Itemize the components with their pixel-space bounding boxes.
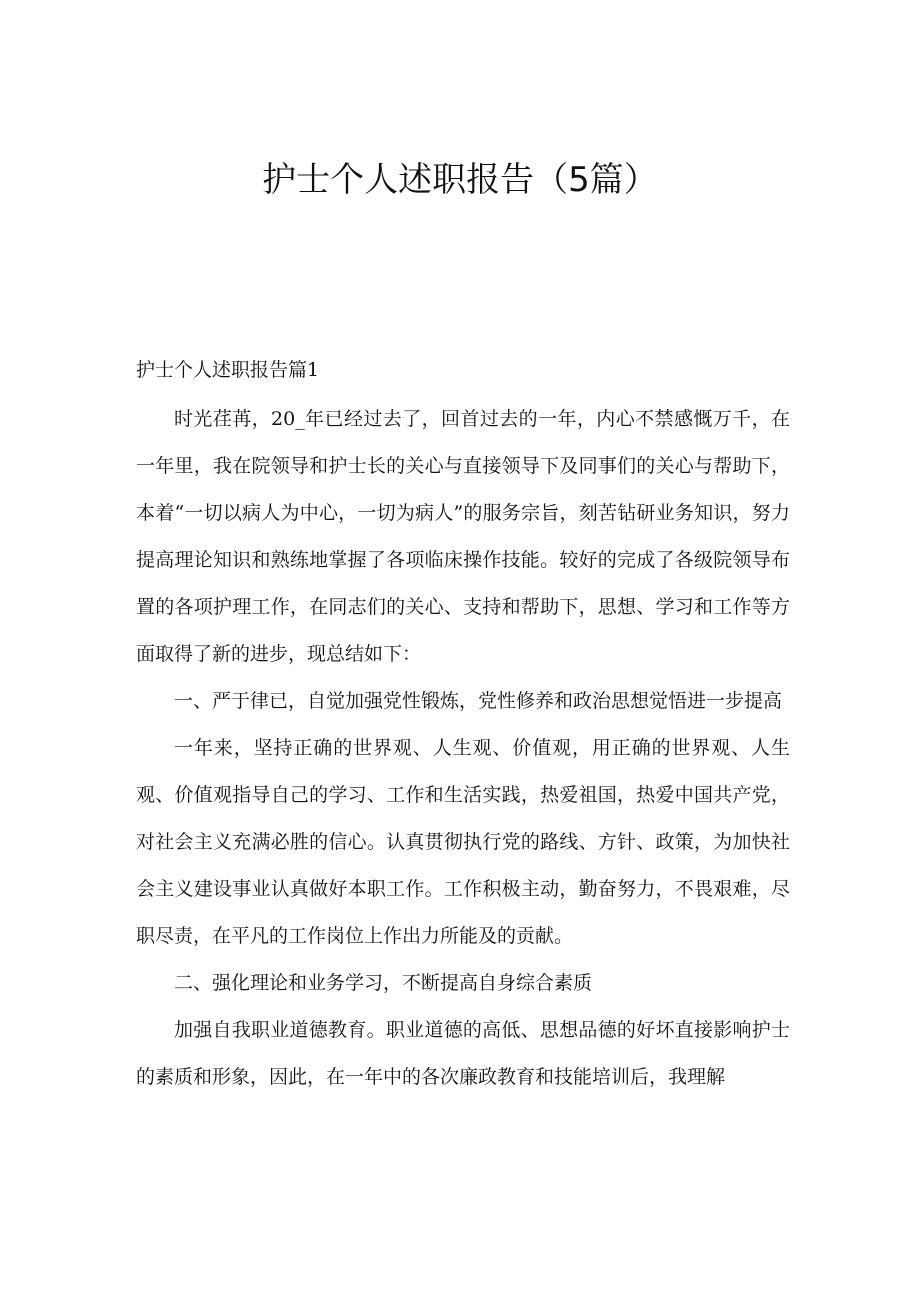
paragraph-2: 加强自我职业道德教育。职业道德的高低、思想品德的好坏直接影响护士的素质和形象，因此，在一年中的各次廉政教育和技能培训后，我理解	[136, 1019, 790, 1088]
document-body	[136, 396, 790, 1101]
subheading-2: 二、强化理论和业务学习，不断提高自身综合素质	[174, 972, 593, 994]
paragraph-1: 一年来，坚持正确的世界观、人生观、价值观，用正确的世界观、人生观、价值观指导自己的学习、工作和生活实践，热爱祖国，热爱中国共产党，对社会主义充满必胜的信心。认真贯彻执行党的路线、方针、政策，为加快社会主义建设事业认真做好本职工作。工作积极主动，勤奋努力，不畏艰难，尽职尽责，在平凡的工作岗位上作出力所能及的贡献。	[136, 737, 790, 947]
paragraph-intro: 时光荏苒，20_年已经过去了，回首过去的一年，内心不禁感慨万千，在一年里，我在院领导和护士长的关心与直接领导下及同事们的关心与帮助下，本着“一切以病人为中心，一切为病人”的服务宗旨，刻苦钻研业务知识，努力提高理论知识和熟练地掌握了各项临床操作技能。较好的完成了各级院领导布置的各项护理工作，在同志们的关心、支持和帮助下，思想、学习和工作等方面取得了新的进步，现总结如下：	[136, 408, 790, 665]
subheading-1: 一、严于律已，自觉加强党性锻炼，党性修养和政治思想觉悟进一步提高	[174, 690, 783, 712]
section-heading: 护士个人述职报告篇1	[136, 359, 320, 381]
document-title: 护士个人述职报告（5篇）	[262, 160, 658, 200]
